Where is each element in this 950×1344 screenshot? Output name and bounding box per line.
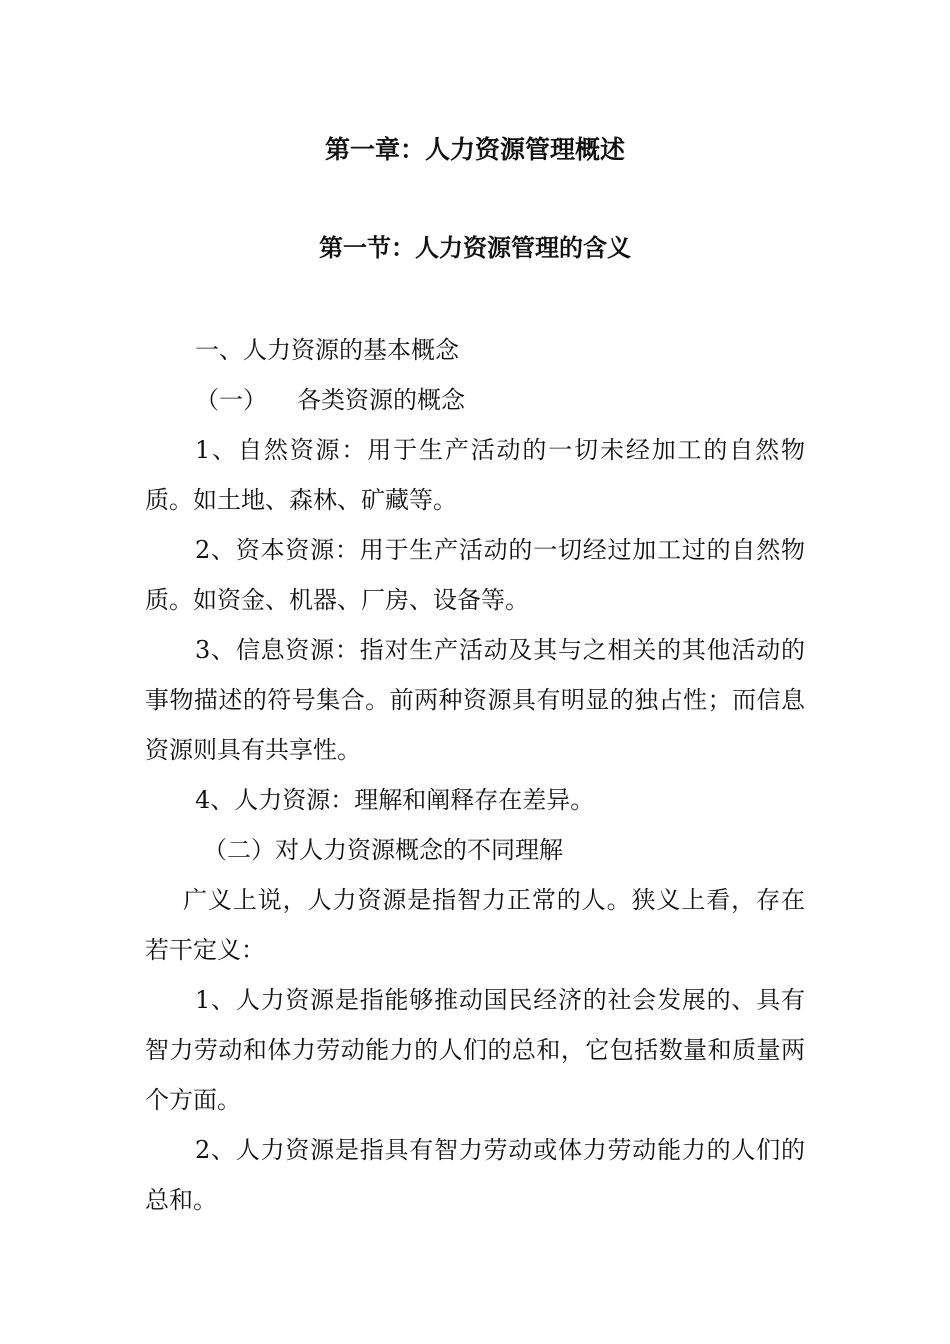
subheading-different-understandings: （二）对人力资源概念的不同理解	[203, 836, 563, 864]
subheading-resource-types	[145, 375, 805, 425]
paragraph-natural-resources: 1、自然资源：用于生产活动的一切未经加工的自然物质。如土地、森林、矿藏等。	[145, 436, 805, 514]
document-body	[145, 325, 805, 1225]
subheading-number: （一）	[195, 386, 267, 414]
paragraph-broad-narrow-sense: 广义上说，人力资源是指智力正常的人。狭义上看，存在若干定义：	[145, 886, 805, 964]
paragraph-definition-1: 1、人力资源是指能够推动国民经济的社会发展的、具有智力劳动和体力劳动能力的人们的总和，它包括数量和质量两个方面。	[145, 986, 805, 1114]
chapter-title: 第一章：人力资源管理概述	[324, 135, 625, 164]
subheading-text: 各类资源的概念	[297, 386, 465, 414]
section-title: 第一节：人力资源管理的含义	[319, 234, 631, 262]
paragraph-definition-2: 2、人力资源是指具有智力劳动或体力劳动能力的人们的总和。	[145, 1136, 805, 1214]
heading-basic-concept: 一、人力资源的基本概念	[195, 336, 459, 364]
paragraph-information-resources: 3、信息资源：指对生产活动及其与之相关的其他活动的事物描述的符号集合。前两种资源具有明显的独占性；而信息资源则具有共享性。	[145, 636, 805, 764]
paragraph-capital-resources: 2、资本资源：用于生产活动的一切经过加工过的自然物质。如资金、机器、厂房、设备等。	[145, 536, 805, 614]
paragraph-human-resources: 4、人力资源：理解和阐释存在差异。	[195, 786, 595, 814]
